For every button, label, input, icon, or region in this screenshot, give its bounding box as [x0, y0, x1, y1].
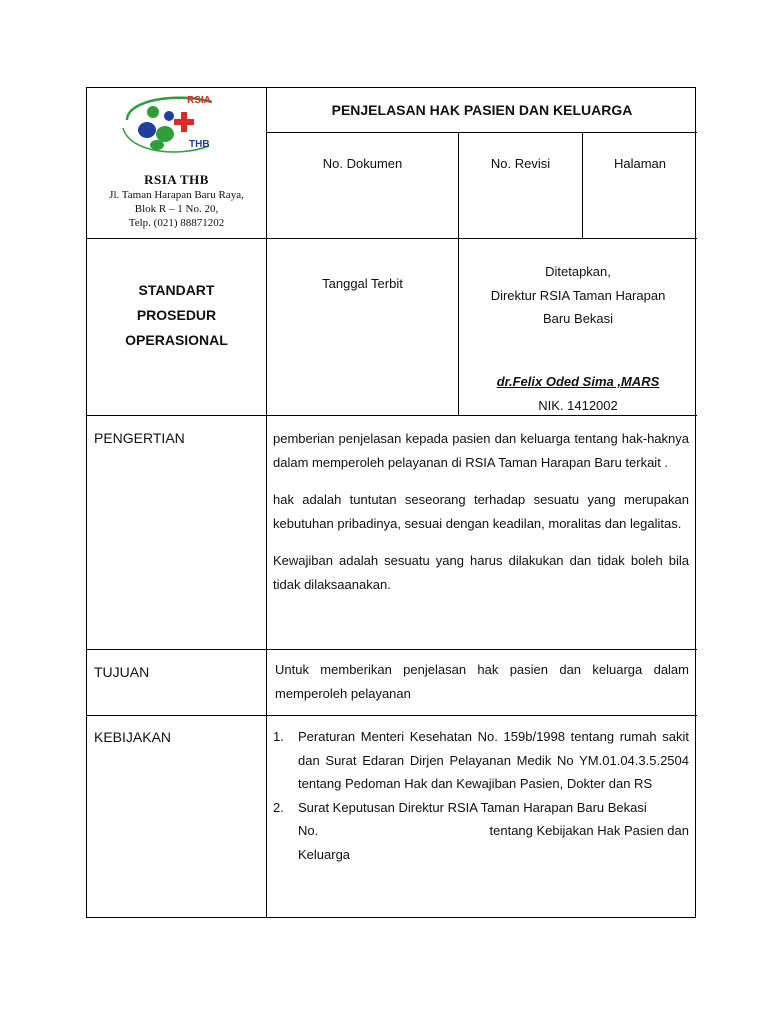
- tujuan-content: [275, 658, 689, 705]
- list-number: 2.: [273, 799, 284, 815]
- kebijakan-content: [273, 725, 689, 866]
- halaman-label: Halaman: [613, 156, 667, 171]
- signer-name: dr.Felix Oded Sima ,MARS: [496, 374, 660, 389]
- no-dokumen-label: No. Dokumen: [322, 156, 403, 171]
- tanggal-terbit-label: Tanggal Terbit: [322, 276, 403, 291]
- tujuan-text: Untuk memberikan penjelasan hak pasien dan keluarga dalam memperoleh pelayanan: [275, 662, 689, 701]
- sop-title-line-1: STANDART: [138, 282, 215, 298]
- sop-title-line-2: PROSEDUR: [136, 307, 217, 323]
- phone-number: Telp. (021) 88871202: [128, 217, 225, 229]
- signer-nik: NIK. 1412002: [538, 398, 618, 413]
- kebijakan-list: [273, 725, 689, 866]
- hospital-info-cell: [87, 88, 266, 238]
- list-number: 1.: [273, 729, 284, 744]
- logo-text-bottom: THB: [189, 139, 210, 150]
- kebijakan-item-text: Peraturan Menteri Kesehatan No. 159b/1998 tentang rumah sakit dan Surat Edaran Dirjen Pelayanan Medik No YM.01.04.3.5.2504 tentang Pedoman Hak dan Kewajiban Pasien, Dokter dan RS: [298, 729, 689, 791]
- divider-sop-row: [87, 415, 697, 416]
- divider-tujuan-row: [87, 715, 697, 716]
- kebijakan-item-text-b: tentang Kebijakan Hak Pasien dan: [489, 823, 689, 838]
- no-revisi-label: No. Revisi: [490, 156, 551, 171]
- hospital-name: RSIA THB: [144, 172, 209, 187]
- pengertian-content: [273, 427, 689, 596]
- logo-text-top: RSIA: [187, 95, 211, 106]
- pengertian-paragraph-1: pemberian penjelasan kepada pasien dan keluarga tentang hak-haknya dalam memperoleh pelayanan di RSIA Taman Harapan Baru terkait .: [273, 431, 689, 470]
- divider-header-row: [87, 238, 697, 239]
- address-line-2: Blok R – 1 No. 20,: [134, 203, 219, 215]
- sop-title: [87, 278, 266, 353]
- address-line-1: Jl. Taman Harapan Baru Raya,: [109, 189, 244, 201]
- divider-title-row: [267, 132, 697, 133]
- pengertian-label: PENGERTIAN: [94, 430, 185, 446]
- kebijakan-item-1: [273, 725, 689, 796]
- divider-pengertian-row: [87, 649, 697, 650]
- document-title: PENJELASAN HAK PASIEN DAN KELUARGA: [331, 102, 633, 118]
- sop-document: [86, 87, 696, 918]
- divider-left-column: [266, 88, 267, 918]
- sop-title-line-3: OPERASIONAL: [125, 332, 228, 348]
- direktur-line-1: Direktur RSIA Taman Harapan: [490, 287, 666, 303]
- hospital-logo-icon: [117, 90, 227, 160]
- ditetapkan-block: [459, 260, 697, 331]
- pengertian-paragraph-3: Kewajiban adalah sesuatu yang harus dilakukan dan tidak boleh bila tidak dilaksaanakan.: [273, 553, 689, 592]
- kebijakan-label: KEBIJAKAN: [94, 729, 172, 745]
- kebijakan-item-2: [273, 796, 689, 867]
- tujuan-label: TUJUAN: [94, 664, 150, 680]
- kebijakan-item-text: Surat Keputusan Direktur RSIA Taman Harapan Baru Bekasi: [298, 799, 647, 815]
- kebijakan-item-no: No.: [298, 823, 319, 838]
- direktur-line-2: Baru Bekasi: [542, 311, 614, 326]
- divider-halaman-column: [582, 132, 583, 238]
- pengertian-paragraph-2: hak adalah tuntutan seseorang terhadap sesuatu yang merupakan kebutuhan pribadinya, sesuai dengan keadilan, moralitas dan legalitas.: [273, 492, 689, 531]
- kebijakan-item-text-c: Keluarga: [298, 846, 351, 862]
- ditetapkan-label: Ditetapkan,: [545, 264, 611, 279]
